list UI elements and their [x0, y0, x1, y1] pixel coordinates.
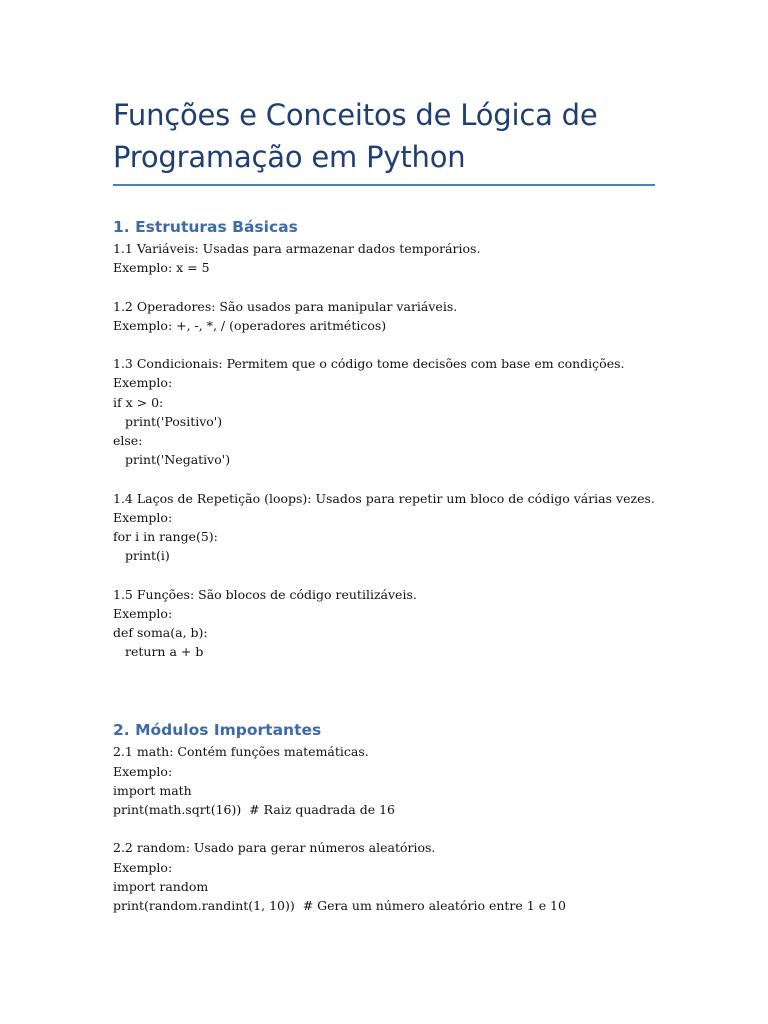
code-line: if x > 0: [113, 394, 164, 410]
item-text: 1.2 Operadores: São usados para manipular variáveis. [113, 298, 458, 314]
spacer [113, 565, 655, 584]
item-text: 1.5 Funções: São blocos de código reutilizáveis. [113, 586, 417, 602]
item-text: Exemplo: [113, 605, 173, 621]
item-condicionais [113, 354, 655, 469]
item-text: Exemplo: [113, 375, 173, 391]
spacer [113, 277, 655, 296]
item-text: Exemplo: x = 5 [113, 260, 210, 276]
spacer [113, 819, 655, 838]
item-text: 1.1 Variáveis: Usadas para armazenar dados temporários. [113, 241, 481, 256]
item-text: 2.1 math: Contém funções matemáticas. [113, 744, 369, 760]
item-operadores [113, 297, 655, 335]
item-variaveis [113, 239, 655, 277]
code-line: return a + b [125, 644, 204, 660]
item-random [113, 838, 655, 915]
title-underline [113, 184, 655, 186]
code-line: else: [113, 433, 143, 448]
title-line-1: Funções e Conceitos de Lógica de [113, 98, 598, 132]
item-lacos [113, 489, 655, 566]
code-line: import random [113, 878, 209, 894]
item-funcoes [113, 585, 655, 662]
title-line-2: Programação em Python [113, 140, 466, 174]
code-line: for i in range(5): [113, 529, 218, 544]
spacer [113, 335, 655, 354]
item-text: 2.2 random: Usado para gerar números aleatórios. [113, 840, 436, 856]
item-text: 1.4 Laços de Repetição (loops): Usados para repetir um bloco de código várias vezes. [113, 490, 655, 506]
code-line: print('Negativo') [125, 452, 231, 468]
item-text: 1.3 Condicionais: Permitem que o código tome decisões com base em condições. [113, 356, 625, 372]
item-text: Exemplo: [113, 859, 173, 875]
document-title [113, 94, 655, 178]
section-heading-estruturas: 1. Estruturas Básicas [113, 218, 298, 236]
code-line: print(math.sqrt(16)) # Raiz quadrada de 16 [113, 802, 395, 818]
code-line: print('Positivo') [125, 413, 223, 429]
item-text: Exemplo: [113, 509, 173, 525]
item-text: Exemplo: +, -, *, / (operadores aritméticos) [113, 317, 387, 333]
item-math [113, 742, 655, 819]
code-line: print(i) [125, 548, 170, 564]
code-line: print(random.randint(1, 10)) # Gera um número aleatório entre 1 e 10 [113, 898, 566, 914]
document-page [113, 94, 655, 915]
item-text: Exemplo: [113, 763, 173, 779]
code-line: def soma(a, b): [113, 625, 208, 640]
section-heading-modulos: 2. Módulos Importantes [113, 721, 322, 740]
code-line: import math [113, 782, 192, 798]
spacer [113, 469, 655, 488]
